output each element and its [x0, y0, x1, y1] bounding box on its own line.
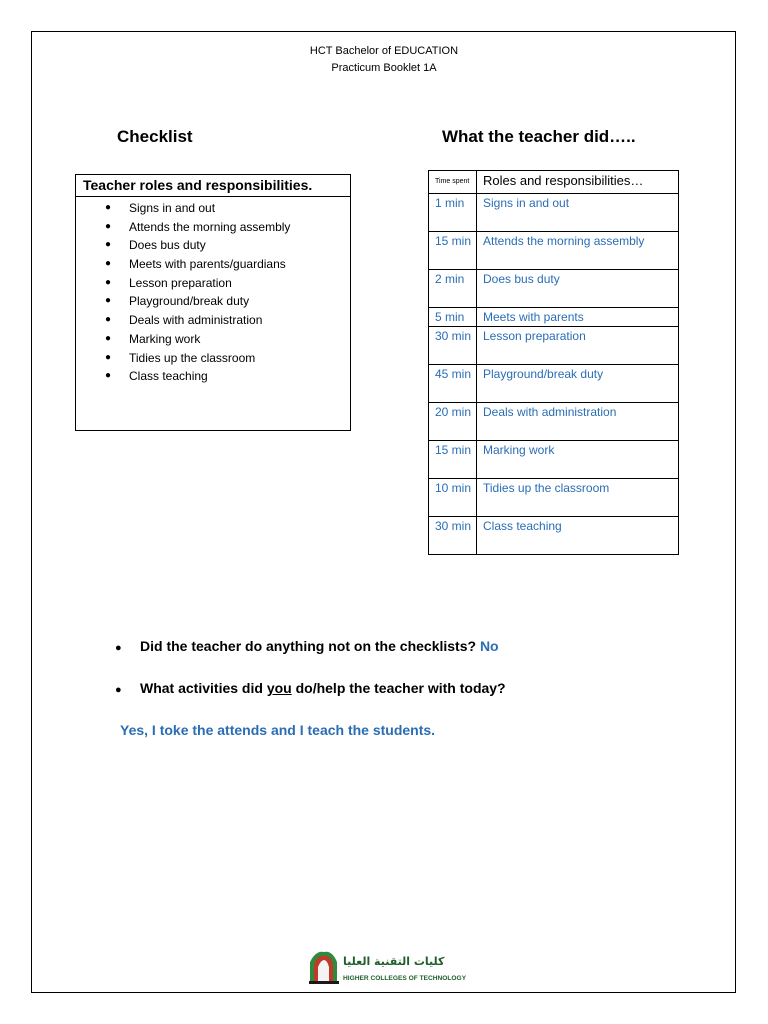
list-item	[76, 236, 290, 255]
role-cell: Tidies up the classroom	[477, 479, 679, 517]
bullet-icon: ●	[105, 202, 112, 213]
table-row	[429, 194, 679, 232]
list-item	[76, 367, 290, 386]
role-cell: Meets with parents	[477, 308, 679, 327]
role-cell: Deals with administration	[477, 403, 679, 441]
bullet-icon: ●	[105, 239, 112, 251]
time-cell: 30 min	[429, 517, 477, 555]
role-cell: Class teaching	[477, 517, 679, 555]
time-cell: 30 min	[429, 327, 477, 365]
role-cell: Does bus duty	[477, 270, 679, 308]
role-cell: Playground/break duty	[477, 365, 679, 403]
bullet-icon: ●	[105, 220, 112, 232]
question-1	[115, 638, 499, 654]
time-cell: 20 min	[429, 403, 477, 441]
question-1-answer: No	[479, 638, 499, 654]
hct-logo	[307, 948, 467, 986]
list-item-label: Meets with parents/guardians	[129, 257, 286, 272]
checklist-list	[76, 199, 290, 386]
checklist-heading: Checklist	[117, 127, 193, 146]
time-cell: 10 min	[429, 479, 477, 517]
role-cell: Lesson preparation	[477, 327, 679, 365]
time-cell: 15 min	[429, 232, 477, 270]
teacher-did-heading: What the teacher did…..	[442, 127, 636, 146]
checklist-title: Teacher roles and responsibilities.	[76, 175, 350, 197]
list-item-label: Signs in and out	[129, 201, 216, 215]
bullet-icon: ●	[105, 351, 112, 363]
list-item-label: Deals with administration	[129, 313, 263, 328]
logo-arabic-text: كليات التقنية العليا	[343, 955, 445, 968]
checklist-box	[75, 174, 351, 431]
list-item-label: Attends the morning assembly	[129, 219, 291, 234]
question-2-emphasis: you	[266, 680, 292, 696]
list-item	[76, 330, 290, 349]
question-2-text-before: What activities did	[140, 680, 267, 696]
list-item-label: Does bus duty	[129, 238, 206, 253]
logo-english-text: HIGHER COLLEGES OF TECHNOLOGY	[343, 975, 467, 982]
time-cell: 5 min	[429, 308, 477, 327]
time-cell: 1 min	[429, 194, 477, 232]
table-row	[429, 479, 679, 517]
column-header-time: Time spent	[429, 171, 477, 194]
role-cell: Attends the morning assembly	[477, 232, 679, 270]
column-header-roles: Roles and responsibilities…	[477, 171, 679, 194]
role-cell: Marking work	[477, 441, 679, 479]
table-row	[429, 403, 679, 441]
question-2	[115, 680, 506, 696]
hct-emblem-icon	[309, 952, 339, 984]
list-item-label: Playground/break duty	[129, 294, 250, 309]
list-item	[76, 199, 290, 218]
bullet-icon: ●	[105, 314, 112, 326]
list-item-label: Marking work	[129, 331, 201, 346]
question-1-text: Did the teacher do anything not on the checklists?	[140, 638, 477, 654]
table-header-row	[429, 171, 679, 194]
table-row	[429, 517, 679, 555]
table-row	[429, 232, 679, 270]
question-2-text-after: do/help the teacher with today?	[291, 680, 506, 696]
bullet-icon: ●	[105, 370, 112, 382]
list-item	[76, 274, 290, 293]
list-item	[76, 311, 290, 330]
list-item-label: Class teaching	[129, 369, 208, 384]
table-row	[429, 270, 679, 308]
table-row	[429, 327, 679, 365]
question-2-answer: Yes, I toke the attends and I teach the students.	[120, 722, 436, 738]
list-item	[76, 349, 290, 368]
bullet-icon: ●	[105, 295, 112, 307]
table-row	[429, 308, 679, 327]
header-subtitle: Practicum Booklet 1A	[331, 62, 437, 74]
time-cell: 2 min	[429, 270, 477, 308]
list-item	[76, 218, 290, 237]
list-item-label: Tidies up the classroom	[129, 350, 256, 365]
bullet-icon: ●	[105, 276, 112, 288]
table-row	[429, 365, 679, 403]
bullet-icon: ●	[105, 258, 112, 270]
time-cell: 45 min	[429, 365, 477, 403]
time-cell: 15 min	[429, 441, 477, 479]
time-spent-table	[428, 170, 679, 555]
list-item-label: Lesson preparation	[129, 275, 232, 290]
list-item	[76, 255, 290, 274]
bullet-icon: ●	[105, 332, 112, 344]
table-row	[429, 441, 679, 479]
bullet-icon: ●	[115, 642, 122, 654]
bullet-icon: ●	[115, 684, 122, 696]
role-cell: Signs in and out	[477, 194, 679, 232]
header-title: HCT Bachelor of EDUCATION	[309, 45, 459, 57]
list-item	[76, 292, 290, 311]
